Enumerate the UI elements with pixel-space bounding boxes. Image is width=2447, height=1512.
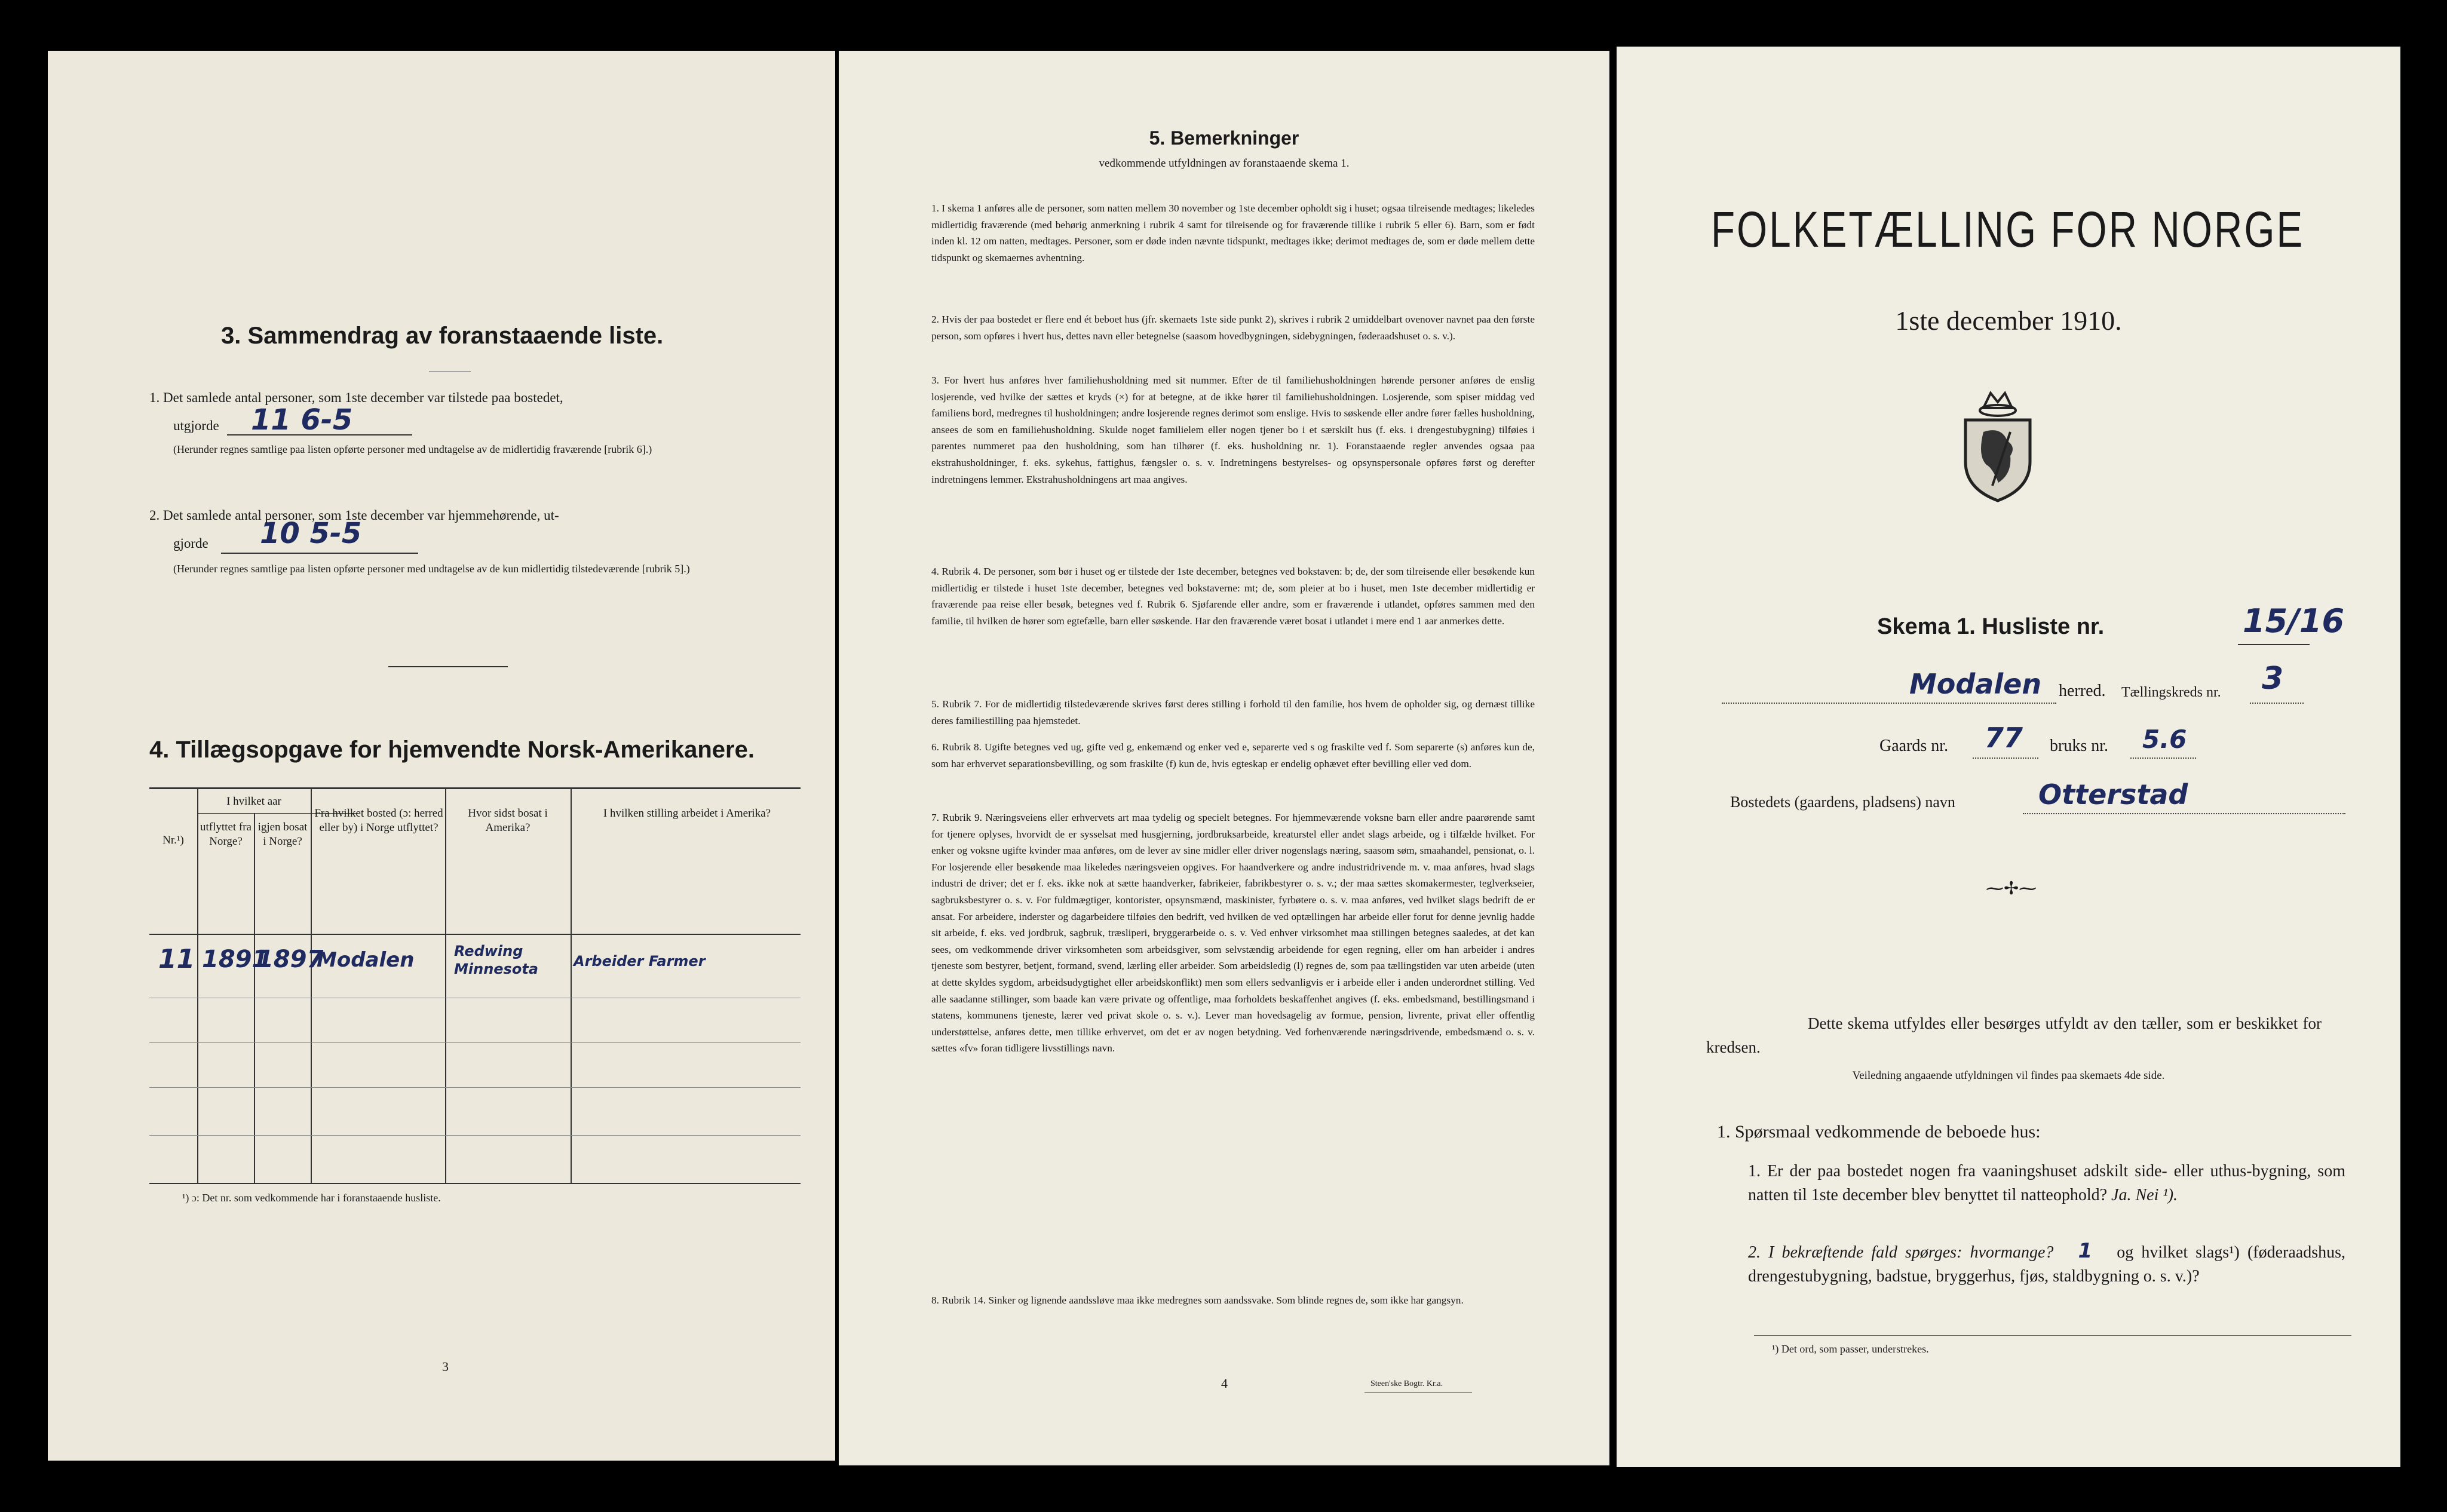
dotted-line xyxy=(1973,757,2038,759)
row-out: 1891 xyxy=(202,946,269,973)
section-3-title: 3. Sammendrag av foranstaaende liste. xyxy=(221,323,664,349)
questions-heading: 1. Spørsmaal vedkommende de beboede hus: xyxy=(1717,1122,2041,1142)
table-bottom-border xyxy=(149,1183,801,1184)
table-top-border xyxy=(149,787,801,789)
underline xyxy=(227,434,412,435)
ornament: ⁓✢⁓ xyxy=(1986,879,2037,898)
table-col-border xyxy=(571,789,572,1183)
question-2 xyxy=(1748,1239,2345,1289)
question-2-text-b: og hvilket slags¹) (føderaadshus, drengestubygning, badstue, bryggerhus, fjøs, staldbygning o. s. v.)? xyxy=(1748,1243,2346,1286)
note-8: 8. Rubrik 14. Sinker og lignende aandssløve maa ikke medregnes som aandssvake. Som blinde regnes de, som ikke har gangsyn. xyxy=(931,1295,1464,1306)
item-2-note: (Herunder regnes samtlige paa listen opførte personer med undtagelse av de kun midlertidig tilstedeværende [rubrik 5].) xyxy=(173,563,690,575)
question-2-count: 1 xyxy=(2078,1239,2093,1263)
instruction-text: Dette skema utfyldes eller besørges utfyldt av den tæller, som er beskikket for kredsen. xyxy=(1706,1014,2322,1056)
question-1-answer: Ja. Nei ¹). xyxy=(2111,1186,2178,1204)
bemerkninger-subtitle: vedkommende utfyldningen av foranstaaende skema 1. xyxy=(1099,157,1350,170)
note-2: 2. Hvis der paa bostedet er flere end ét beboet hus (jfr. skemaets 1ste side punkt 2), skrives i rubrik 2 umiddelbart ovenover navnet paa den første person, som opføres i hvert hus, dettes navn eller betegnelse (saasom hovedbygningen, sidebygningen, føderaadshuset o. s. v.). xyxy=(931,314,1535,342)
col-year-group-header: I hvilket aar xyxy=(226,795,281,808)
table-row-line xyxy=(149,1135,801,1136)
row-back: 1897 xyxy=(257,946,324,973)
husliste-number: 15/16 xyxy=(2243,602,2345,640)
page-left xyxy=(48,51,835,1461)
herred-value: Modalen xyxy=(1909,668,2042,700)
page-cover xyxy=(1617,47,2400,1467)
col-where-header: Hvor sidst bosat i Amerika? xyxy=(468,807,548,834)
dotted-line xyxy=(1722,703,2056,704)
table-row-line xyxy=(149,1087,801,1088)
instruction-note: Veiledning angaaende utfyldningen vil findes paa skemaets 4de side. xyxy=(1852,1069,2165,1082)
row-nr: 11 xyxy=(158,944,195,974)
question-1-text: 1. Er der paa bostedet nogen fra vaaningshuset adskilt side- eller uthus-bygning, som natten til 1ste december blev benyttet til natteophold? xyxy=(1748,1162,2345,1204)
divider xyxy=(388,666,508,667)
footnote-rule xyxy=(1754,1335,2351,1336)
item-1-label: utgjorde xyxy=(173,418,219,433)
note-1: 1. I skema 1 anføres alle de personer, som natten mellem 30 november og 1ste december opholdt sig i huset; ogsaa tilreisende medtages; likeledes midlertidig fraværende (med behørig anmerkning i rubrik 4 samt for tilreisende og for fraværende tillike i rubrik 5 eller 6). Barn, som er født inden kl. 12 om natten, medtages. Personer, som er døde inden nævnte tidspunkt, medtages ikke; derimot medtages de, som er døde mellem dette tidspunkt og skemaernes avhentning. xyxy=(931,203,1535,263)
row-from: Modalen xyxy=(317,948,415,972)
bruks-value: 5.6 xyxy=(2142,725,2187,754)
krets-value: 3 xyxy=(2262,661,2284,697)
page-number: 4 xyxy=(1221,1376,1228,1391)
row-job: Arbeider Farmer xyxy=(574,953,706,970)
note-6: 6. Rubrik 8. Ugifte betegnes ved ug, gifte ved g, enkemænd og enker ved e, separerte ved s og fraskilte ved f. Som separerte (s) anføres kun de, som har erhvervet separationsbevilling, og som fraskilte (f) kun de, hvis egteskap er endelig ophævet efter bevilling eller ved dom. xyxy=(931,741,1535,769)
page-middle xyxy=(839,51,1609,1465)
table-col-border xyxy=(445,789,446,1183)
item-2-value: 10 5-5 xyxy=(260,517,362,550)
table-header-border xyxy=(149,934,801,935)
note-4: 4. Rubrik 4. De personer, som bør i huset og er tilstede der 1ste december, betegnes ved bokstaven: b; de, der som tilreisende eller besøkende kun midlertidig er tilstede i huset 1ste december, betegnes ved bokstaverne: mt; de, som pleier at bo i huset, men 1ste december midlertidig er fraværende paa reise eller besøk, betegnes ved f. Rubrik 6. Sjøfarende eller andre, som er fraværende i utlandet, opføres sammen med den familie, til hvilken de hører som egtefælle, barn eller søskende. Har den fraværende været bosat i utlandet i mere end 1 aar anmerkes dette. xyxy=(931,566,1535,627)
item-1-value: 11 6-5 xyxy=(251,403,353,437)
table-footnote: ¹) ɔ: Det nr. som vedkommende har i foranstaaende husliste. xyxy=(182,1192,441,1204)
question-2-text-a: 2. I bekræftende fald spørges: hvormange? xyxy=(1748,1243,2054,1262)
col-out-header: utflyttet fra Norge? xyxy=(200,821,252,848)
col-from-header: Fra hvilket bosted (ɔ: herred eller by) i Norge utflyttet? xyxy=(314,807,443,834)
section-4-title: 4. Tillægsopgave for hjemvendte Norsk-Amerikanere. xyxy=(149,737,755,763)
census-date: 1ste december 1910. xyxy=(1895,305,2122,336)
printer-mark: Steen'ske Bogtr. Kr.a. xyxy=(1370,1379,1443,1388)
item-1-note: (Herunder regnes samtlige paa listen opførte personer med undtagelse av de midlertidig fraværende [rubrik 6].) xyxy=(173,443,652,455)
col-nr-header: Nr.¹) xyxy=(162,834,184,847)
underline xyxy=(2238,644,2310,645)
underline xyxy=(221,553,418,554)
note-5: 5. Rubrik 7. For de midlertidig tilstedeværende skrives først deres stilling i forhold til den familie, hos hvem de opholder sig, og dernæst tillike deres familiestilling paa hjemstedet. xyxy=(931,698,1535,726)
col-job-header: I hvilken stilling arbeidet i Amerika? xyxy=(603,807,771,820)
bruks-label: bruks nr. xyxy=(2050,737,2108,755)
dotted-line xyxy=(2130,757,2196,759)
row-where: Redwing Minnesota xyxy=(454,943,538,977)
bemerkninger-title: 5. Bemerkninger xyxy=(1149,127,1299,149)
item-2-label: gjorde xyxy=(173,536,208,551)
page-number: 3 xyxy=(442,1359,449,1374)
table-col-border xyxy=(311,789,312,1183)
table-col-border xyxy=(254,814,255,1183)
note-3: 3. For hvert hus anføres hver familiehusholdning med sit nummer. Efter de til familiehusholdningen hørende personer anføres de enslig losjerende, ved hvilke der sættes et kryds (×) for at betegne, at de ikke hører til familiehusholdningen. Losjerende, som spiser middag ved familiens bord, medregnes til husholdningen; andre losjerende regnes derimot som enslige. Hvis to søskende eller andre fører fælles husholdning, ansees de som en familiehusholdning. Skulde noget familielem eller nogen tjener bo i et særskilt hus (f. eks. i drengestubygning) tilføies i parentes nummeret paa den husholdning, som han tilhører (f. eks. husholdning nr. 1). Foranstaaende regler anvendes ogsaa paa ekstrahusholdninger, f. eks. sykehus, fattighus, fængsler o. s. v. Indretningens bestyrelses- og opsynspersonale opføres først og derefter indretningens lemmer. Ekstrahusholdningens art maa angives. xyxy=(931,375,1535,485)
main-title: FOLKETÆLLING FOR NORGE xyxy=(1711,201,2305,257)
norway-coat-of-arms-icon xyxy=(1960,384,2036,504)
table-row-line xyxy=(149,1042,801,1043)
herred-label: herred. xyxy=(2059,682,2106,700)
col-back-header: igjen bosat i Norge? xyxy=(257,821,308,848)
note-7: 7. Rubrik 9. Næringsveiens eller erhvervets art maa tydelig og specielt betegnes. For hjemmeværende voksne barn eller andre paarørende samt for tjenere oplyses, hvorvidt de er sysselsat med husgjerning, jordbruksarbeide, kreaturstel eller andet slags arbeide, og i tilfælde hvilket. For enker og voksne ugifte kvinder maa anføres, om de lever av sine midler eller driver nogenslags næring, saasom søm, smaahandel, pensionat, o. l. For losjerende eller besøkende maa likeledes næringsveien opgives. For haandverkere og andre industridrivende m. v. maa anføres, hvad slags industri de driver; det er f. eks. ikke nok at sætte haandverker, fabrikeier, fabrikbestyrer o. s. v.; der maa sættes skomakermester, teglverkseier, sagbruksbestyrer o. s. v. For fuldmægtiger, kontorister, opsynsmænd, maskinister, fyrbøtere o. s. v. maa anføres, ved hvilket slags bedrift de er ansat. For arbeidere, inderster og dagarbeidere tilføies den bedrift, ved hvilken de ved optællingen har arbeide eller forut for denne jevnlig hadde sit arbeide, f. eks. ved jordbruk, sagbruk, træsliperi, bryggerarbeide o. s. v. Ved enhver virksomhet maa stillingen betegnes saaledes, at det kan sees, om vedkommende driver virksomheten som arbeidsgiver, som selvstændig arbeidende for egen regning, eller om han arbeider i andres tjeneste som bestyrer, betjent, formand, svend, lærling eller arbeider. Som arbeidsledig (l) regnes de, som paa tællingstiden var uten arbeide (uten at dette skyldes sygdom, arbeidsudygtighet eller arbeidskonflikt) men som ellers sedvanligvis er i arbeide eller i anden underordnet stilling. Ved alle saadanne stillinger, som baade kan være private og offentlige, maa forholdets beskaffenhet angives (f. eks. embedsmand, bestillingsmand i statens, kommunens tjeneste, lærer ved privat skole o. s. v.). Lever man hovedsagelig av formue, pension, livrente, privat eller offentlig understøttelse, anføres dette, men tillike erhvervet, om det er av nogen betydning. Ved forhenværende næringsdrivende, embedsmænd o. s. v. sættes «fv» foran tidligere livsstillings navn. xyxy=(931,812,1535,1054)
bosted-value: Otterstad xyxy=(2038,778,2188,811)
krets-label: Tællingskreds nr. xyxy=(2121,685,2221,700)
question-1 xyxy=(1748,1160,2345,1207)
item-2-text: 2. Det samlede antal personer, som 1ste december var hjemmehørende, ut- xyxy=(149,508,559,523)
schema-label: Skema 1. Husliste nr. xyxy=(1877,614,2105,639)
dotted-line xyxy=(2023,813,2345,814)
gaards-value: 77 xyxy=(1985,722,2023,754)
bosted-label: Bostedets (gaardens, pladsens) navn xyxy=(1730,793,1955,811)
gaards-label: Gaards nr. xyxy=(1879,737,1949,755)
footnote: ¹) Det ord, som passer, understrekes. xyxy=(1772,1343,1929,1355)
dotted-line xyxy=(2250,703,2304,704)
item-1-text: 1. Det samlede antal personer, som 1ste december var tilstede paa bostedet, xyxy=(149,390,563,405)
